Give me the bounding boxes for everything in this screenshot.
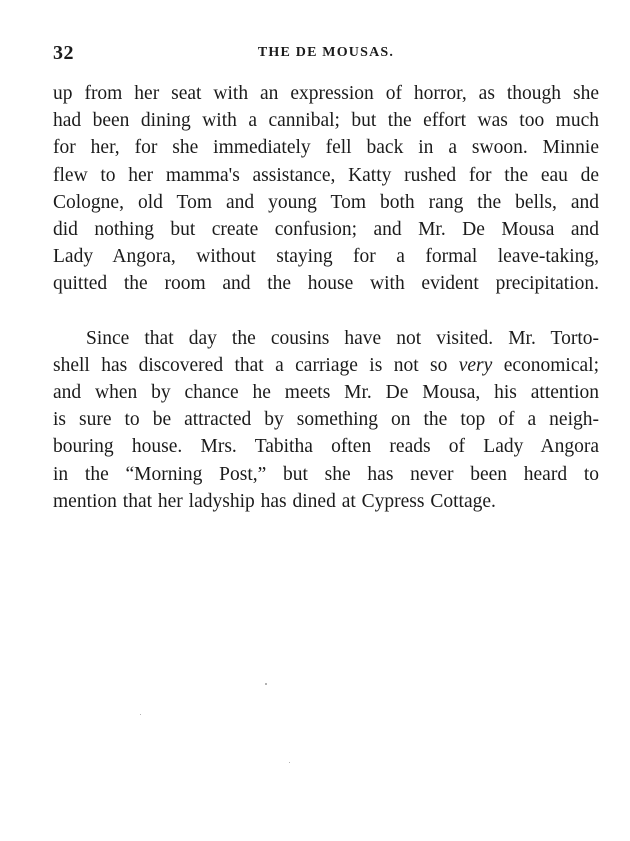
paragraph-1 [53,80,599,298]
page-number: 32 [53,42,74,64]
text-line: had been dining with a cannibal; but the effort was too much [53,110,599,132]
text-line: mention that her ladyship has dined at Cypress Cottage. [53,490,496,512]
body-text [53,80,599,515]
text-line: bouring house. Mrs. Tabitha often reads of Lady Angora [53,436,599,458]
paper-speck [140,714,141,715]
text-line: did nothing but create confusion; and Mr. De Mousa and [53,219,599,241]
text-line: Cologne, old Tom and young Tom both rang the bells, and [53,191,599,213]
text-line: and when by chance he meets Mr. De Mousa, his attention [53,382,599,404]
text-line: flew to her mamma's assistance, Katty rushed for the eau de [53,164,599,186]
text-line: for her, for she immediately fell back in a swoon. Minnie [53,137,599,159]
emphasized-word: very [458,354,493,376]
paper-speck [289,762,290,763]
text-line: quitted the room and the house with evident precipitation. [53,273,599,295]
paper-speck [265,683,267,685]
running-title: THE DE MOUSAS. [257,45,395,60]
page-header [53,42,599,64]
paragraph-2 [53,325,599,515]
text-line: Since that day the cousins have not visited. Mr. Torto- [86,327,599,349]
text-line: up from her seat with an expression of horror, as though she [53,83,599,104]
text-line: shell has discovered that a carriage is not so very economical; [53,354,599,376]
text-line: is sure to be attracted by something on the top of a neigh- [53,409,599,431]
text-line: in the “Morning Post,” but she has never been heard to [53,463,599,485]
text-line: Lady Angora, without staying for a formal leave-taking, [53,246,599,268]
